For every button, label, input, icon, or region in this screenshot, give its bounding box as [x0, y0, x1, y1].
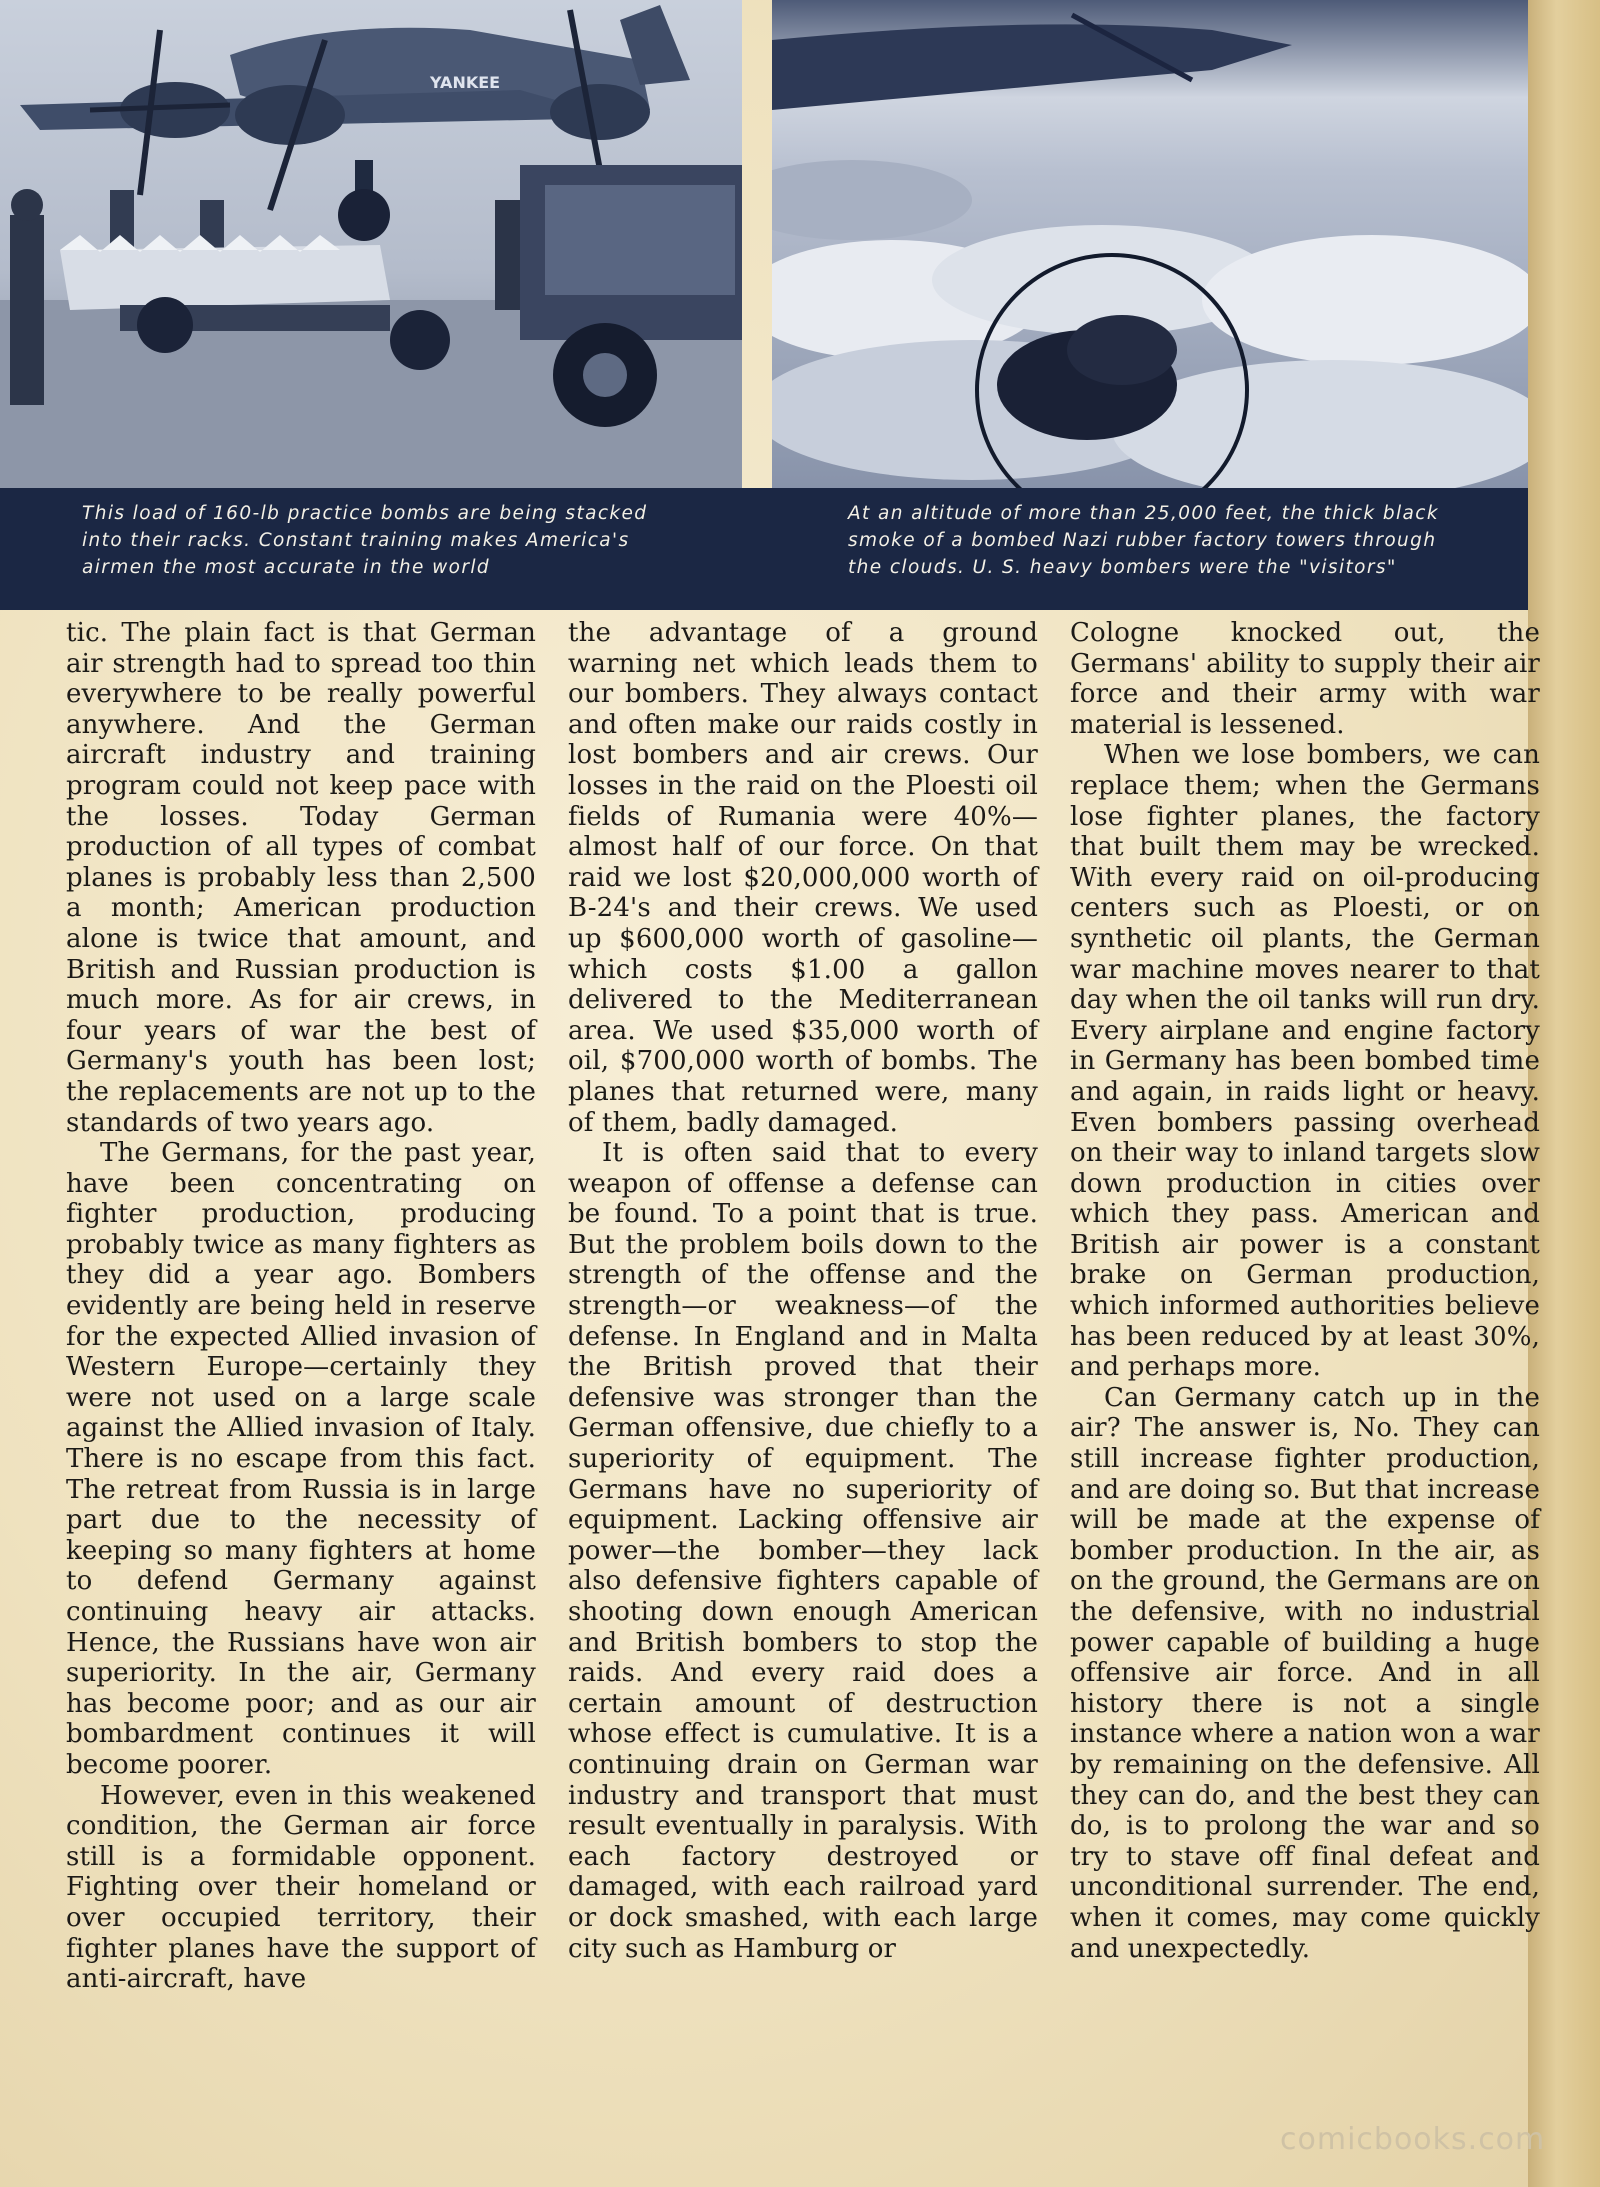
article-column-2	[568, 618, 1038, 1964]
paragraph: It is often said that to every weapon of offense a defense can be found. To a point that is true. But the problem boils down to the strength of the offense and the strength—or weakness—of the defense. In England and in Malta the British proved that their defensive was stronger than the German offensive, due chiefly to a superiority of equipment. The Germans have no superiority of equipment. Lacking offensive air power—the bomber—they lack also defensive fighters capable of shooting down enough American and British bombers to stop the raids. And every raid does a certain amount of destruction whose effect is cumulative. It is a continuing drain on German war industry and transport that must result eventually in paralysis. With each factory destroyed or damaged, with each railroad yard or dock smashed, with each large city such as Hamburg or	[568, 1138, 1038, 1964]
plane-marking: YANKEE	[430, 73, 501, 92]
paragraph: the advantage of a ground warning net which leads them to our bombers. They always contact and often make our raids costly in lost bombers and air crews. Our losses in the raid on the Ploesti oil fields of Rumania were 40%—almost half of our force. On that raid we lost $20,000,000 worth of B-24's and their crews. We used up $600,000 worth of gasoline—which costs $1.00 a gallon delivered to the Mediterranean area. We used $35,000 worth of oil, $700,000 worth of bombs. The planes that returned were, many of them, badly damaged.	[568, 618, 1038, 1138]
paragraph: Cologne knocked out, the Germans' ability to supply their air force and their army with war material is lessened.	[1070, 618, 1540, 740]
paragraph: Can Germany catch up in the air? The answer is, No. They can still increase fighter production, and are doing so. But that increase will be made at the expense of bomber production. In the air, as on the ground, the Germans are on the defensive, with no industrial power capable of building a huge offensive air force. And in all history there is not a single instance where a nation won a war by remaining on the defensive. All they can do, and the best they can do, is to prolong the war and so try to stave off final defeat and unconditional surrender. The end, when it comes, may come quickly and unexpectedly.	[1070, 1382, 1540, 1964]
paragraph: When we lose bombers, we can replace them; when the Germans lose fighter planes, the factory that built them may be wrecked. With every raid on oil-producing centers such as Ploesti, or on synthetic oil plants, the German war machine moves nearer to that day when the oil tanks will run dry. Every airplane and engine factory in Germany has been bombed time and again, in raids light or heavy. Even bombers passing overhead on their way to inland targets slow down production in cities over which they pass. American and British air power is a constant brake on German production, which informed authorities believe has been reduced by at least 30%, and perhaps more.	[1070, 740, 1540, 1383]
bomber-loading-photo	[0, 0, 742, 488]
watermark: comicbooks.com	[1280, 2122, 1546, 2157]
paragraph: However, even in this weakened condition, the German air force still is a formidable opponent. Fighting over their homeland or over occupied territory, their fighter planes have the support of anti-aircraft, have	[66, 1780, 536, 1995]
photo-caption-right: At an altitude of more than 25,000 feet, the thick black smoke of a bombed Nazi rubber factory towers through the clouds. U. S. heavy bombers were the "visitors"	[848, 503, 1439, 578]
paragraph: The Germans, for the past year, have been concentrating on fighter production, producing probably twice as many fighters as they did a year ago. Bombers evidently are being held in reserve for the expected Allied invasion of Western Europe—certainly they were not used on a large scale against the Allied invasion of Italy. There is no escape from this fact. The retreat from Russia is in large part due to the necessity of keeping so many fighters at home to defend Germany against continuing heavy air attacks. Hence, the Russians have won air superiority. In the air, Germany has become poor; and as our air bombardment continues it will become poorer.	[66, 1138, 536, 1780]
smoke-clouds-photo	[772, 0, 1528, 488]
article-column-3	[1070, 618, 1540, 1964]
article-column-1	[66, 618, 536, 1995]
photo-caption-left: This load of 160-lb practice bombs are being stacked into their racks. Constant training makes America's airmen the most accurate in the world	[82, 503, 648, 578]
paragraph: tic. The plain fact is that German air strength had to spread too thin everywhere to be really powerful anywhere. And the German aircraft industry and training program could not keep pace with the losses. Today German production of all types of combat planes is probably less than 2,500 a month; American production alone is twice that amount, and British and Russian production is much more. As for air crews, in four years of war the best of Germany's youth has been lost; the replacements are not up to the standards of two years ago.	[66, 618, 536, 1138]
